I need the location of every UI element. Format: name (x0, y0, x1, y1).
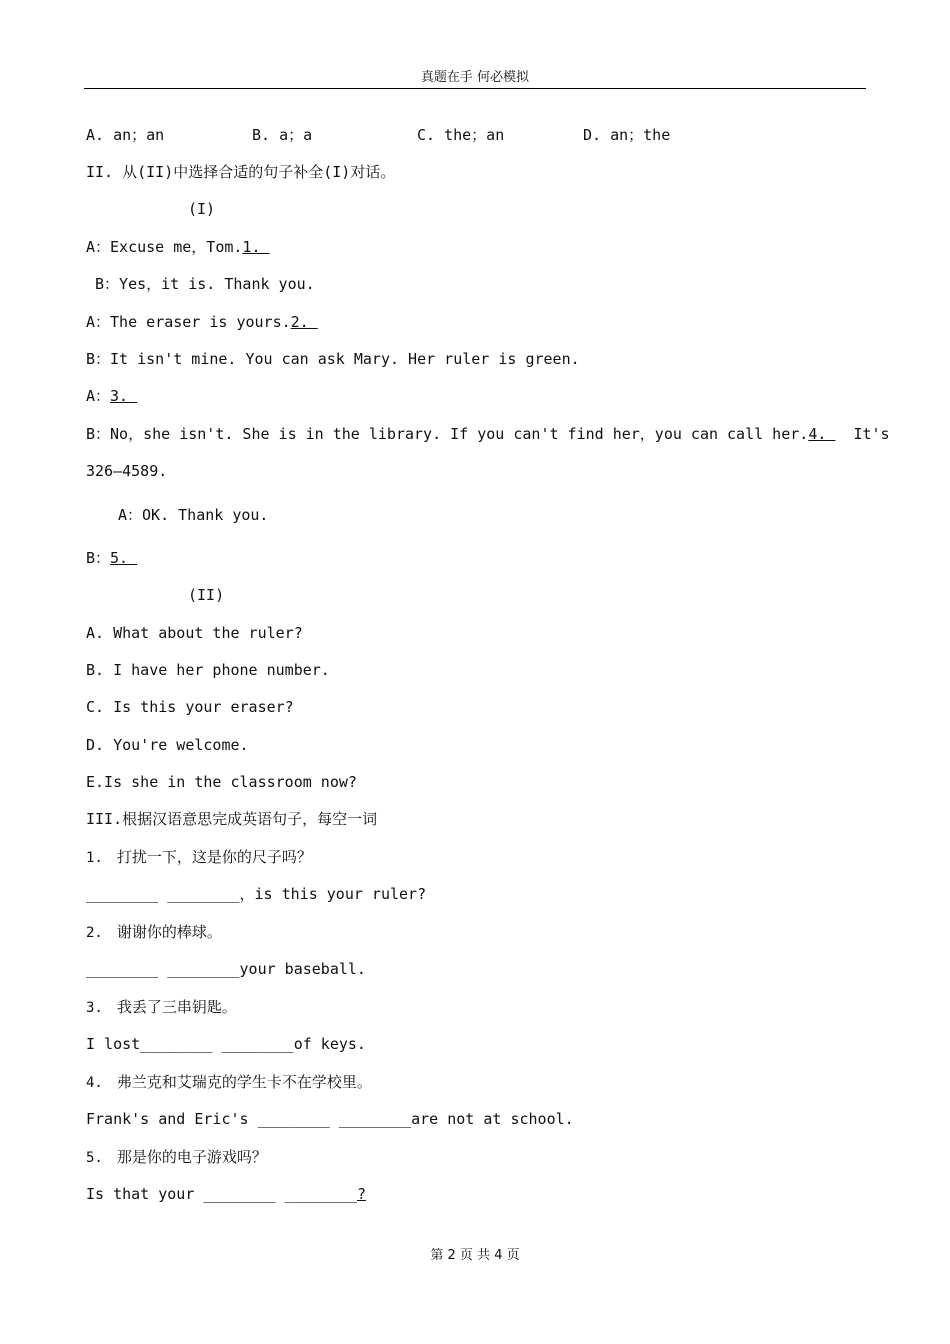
translation-answer-3[interactable]: I lost________ ________of keys. (86, 1035, 366, 1053)
option-a: A. an；an (86, 126, 165, 144)
page-footer: 第 2 页 共 4 页 (430, 1248, 520, 1263)
translation-item-4 (86, 1072, 372, 1093)
translation-answer-2[interactable]: ________ ________your baseball. (86, 960, 366, 978)
translation-answer-4[interactable]: Frank's and Eric's ________ ________are not at school. (86, 1110, 574, 1128)
answer-question-mark: ? (356, 1185, 366, 1203)
item-number: 3. (86, 1000, 103, 1016)
answer-blank-3[interactable]: 3. (110, 387, 138, 405)
dialogue-text: A：The eraser is yours. (86, 313, 291, 331)
section3-heading: III.根据汉语意思完成英语句子，每空一词 (86, 810, 378, 828)
choice-d: D. You're welcome. (86, 736, 249, 754)
dialogue-line-5 (86, 386, 137, 406)
dialogue-text: B： (86, 549, 111, 567)
choice-e: E.Is she in the classroom now? (86, 773, 357, 791)
option-c: C. the；an (417, 126, 505, 144)
dialogue-line-4: B：It isn't mine. You can ask Mary. Her ruler is green. (86, 350, 580, 368)
dialogue-text: A：Excuse me，Tom. (86, 238, 243, 256)
option-d: D. an；the (583, 126, 671, 144)
part2-label: (II) (188, 586, 225, 604)
part1-label: (I) (188, 200, 216, 218)
section2-heading: II. 从(II)中选择合适的句子补全(I)对话。 (86, 163, 396, 181)
translation-item-5 (86, 1147, 267, 1168)
answer-blank-5[interactable]: 5. (110, 549, 138, 567)
translation-answer-5[interactable] (86, 1184, 366, 1204)
translation-answer-1[interactable]: ________ ________，is this your ruler? (86, 885, 427, 903)
dialogue-text: A： (86, 387, 111, 405)
item-chinese: 那是你的电子游戏吗？ (116, 1148, 267, 1166)
item-number: 1. (86, 850, 103, 866)
dialogue-line-6 (86, 424, 890, 444)
item-number: 5. (86, 1150, 103, 1166)
dialogue-line-2: B：Yes，it is. Thank you. (86, 275, 315, 293)
item-chinese: 打扰一下，这是你的尺子吗？ (116, 848, 312, 866)
dialogue-line-8: A：OK. Thank you. (118, 506, 269, 524)
dialogue-text: B：No，she isn't. She is in the library. If you can't find her，you can call her. (86, 425, 809, 443)
choice-b: B. I have her phone number. (86, 661, 330, 679)
header-divider (84, 88, 866, 89)
translation-item-3 (86, 997, 237, 1018)
translation-item-2 (86, 922, 222, 943)
dialogue-line-7: 326—4589. (86, 462, 168, 480)
choice-a: A. What about the ruler? (86, 624, 303, 642)
translation-item-1 (86, 847, 312, 868)
option-b: B. a；a (252, 126, 313, 144)
page-header: 真题在手 何必模拟 (420, 70, 530, 85)
answer-text: Is that your ________ ________ (86, 1185, 357, 1203)
answer-blank-2[interactable]: 2. (290, 313, 318, 331)
item-chinese: 弗兰克和艾瑞克的学生卡不在学校里。 (116, 1073, 372, 1091)
dialogue-text: It's (835, 425, 890, 443)
answer-blank-1[interactable]: 1. (242, 238, 270, 256)
item-chinese: 谢谢你的棒球。 (116, 923, 222, 941)
item-chinese: 我丢了三串钥匙。 (116, 998, 237, 1016)
dialogue-line-1 (86, 237, 270, 257)
item-number: 2. (86, 925, 103, 941)
item-number: 4. (86, 1075, 103, 1091)
dialogue-line-9 (86, 548, 137, 568)
answer-blank-4[interactable]: 4. (808, 425, 836, 443)
dialogue-line-3 (86, 312, 318, 332)
choice-c: C. Is this your eraser? (86, 698, 294, 716)
